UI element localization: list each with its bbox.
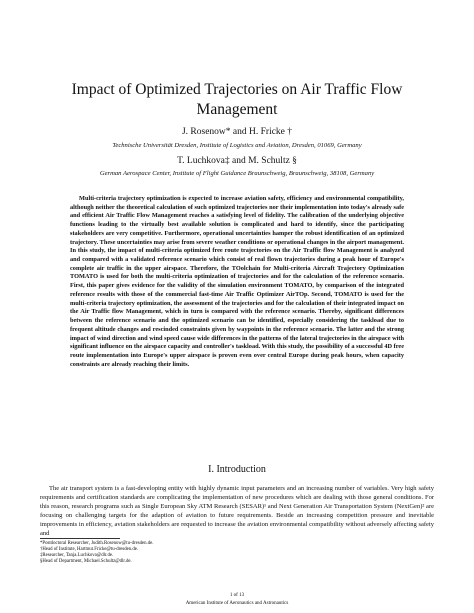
footnote-3: ‡Researcher, Tanja.Luchkova@dlr.de. — [40, 552, 114, 558]
intro-paragraph: The air transport system is a fast-developing entity with highly dynamic input parameters and an increasing number of variables. Very high safety requirements and certification standards are complicating the implementation of new procedures which are dealing with those general conditions. For this reason, research programs such as Single European Sky ATM Research (SESAR)¹ and Next Generation Air Transportation System (NextGen)² are focusing on challenging targets for the adaption of aviation to future requirements. Beside an increasing competition pressure and inevitable improvements in efficiency, aviation stakeholders are requested to increase the aviation environmental compatibility without adversely affecting safety and — [40, 485, 434, 537]
abstract: Multi-criteria trajectory optimization is expected to increase aviation safety, efficiency and environmental compatibility, although neither the theoretical calculation of such optimized trajectories nor their implementation into today's already safe and efficient Air Traffic Flow Management reaches a satisfying level of fidelity. The calibration of the underlying objective functions leading to the virtually best available solution is complicated and hard to identify, since the participating stakeholders are very competitive. Furthermore, operational uncertainties hamper the robust identification of an optimized trajectory. These uncertainties may arise from severe weather conditions or operational changes in the airport management. In this study, the impact of multi-criteria optimized free route trajectories on the Air Traffic flow Management is analyzed and compared with a validated reference scenario which consist of real flown trajectories during a peak hour of Europe's complete air traffic in the upper airspace. Therefore, the TOolchain for Multi-criteria Aircraft Trajectory Optimization TOMATO is used for both the multi-criteria optimization of trajectories and for the calculation of the reference scenario. First, this paper gives evidence for the validity of the simulation environment TOMATO, by comparison of the integrated reference results with those of the commercial fast-time Air Traffic Optimizer AirTOp. Second, TOMATO is used for the multi-criteria trajectory optimization, the assessment of the trajectories and for the calculation of their integrated impact on the Air Traffic flow Management, which in turn is compared with the reference scenario. Thereby, significant differences between the reference scenario and the optimized scenario can be identified, especially considering the taskload due to frequent altitude changes and rescinded constraints given by waypoints in the reference scenario. The latter and the strong impact of wind direction and wind speed cause wide differences in the patterns of the lateral trajectories in the airspace with significant influence on the airspace capacity and controller's taskload. With this study, the possibility of a successful 4D free route implementation into Europe's upper airspace is proven even over central Europe during peak hours, when capacity constraints are already reaching their limits. — [70, 195, 404, 368]
affiliation-2: German Aerospace Center, Institute of Flight Guidance Braunschweig, Braunschweig, 38108, Germany — [99, 170, 375, 177]
footnote-2: †Head of Institute, Hartmut.Fricke@tu-dresden.de. — [40, 546, 139, 552]
footnotes — [40, 541, 434, 565]
paper-title — [40, 80, 434, 120]
page-number: 1 of 13 — [229, 593, 245, 598]
authors-line-2: T. Luchkova‡ and M. Schultz § — [177, 156, 297, 166]
authors-line-1: J. Rosenow* and H. Fricke † — [181, 127, 293, 137]
page-footer: American Institute of Aeronautics and Astronautics — [185, 601, 289, 606]
affiliation-1: Technische Universität Dresden, Institute of Logistics and Aviation, Dresden, 01069, Germany — [112, 142, 362, 149]
title-line-2: Management — [196, 101, 278, 118]
title-line-1: Impact of Optimized Trajectories on Air Traffic Flow — [71, 81, 403, 98]
section-heading-introduction: I. Introduction — [208, 464, 266, 475]
footnote-1: *Postdoctoral Researcher, Judith.Rosenow@tu-dresden.de. — [40, 541, 154, 546]
footnote-4: §Head of Department, Michael.Schultz@dlr.de. — [40, 558, 132, 564]
footnote-rule — [40, 538, 120, 539]
